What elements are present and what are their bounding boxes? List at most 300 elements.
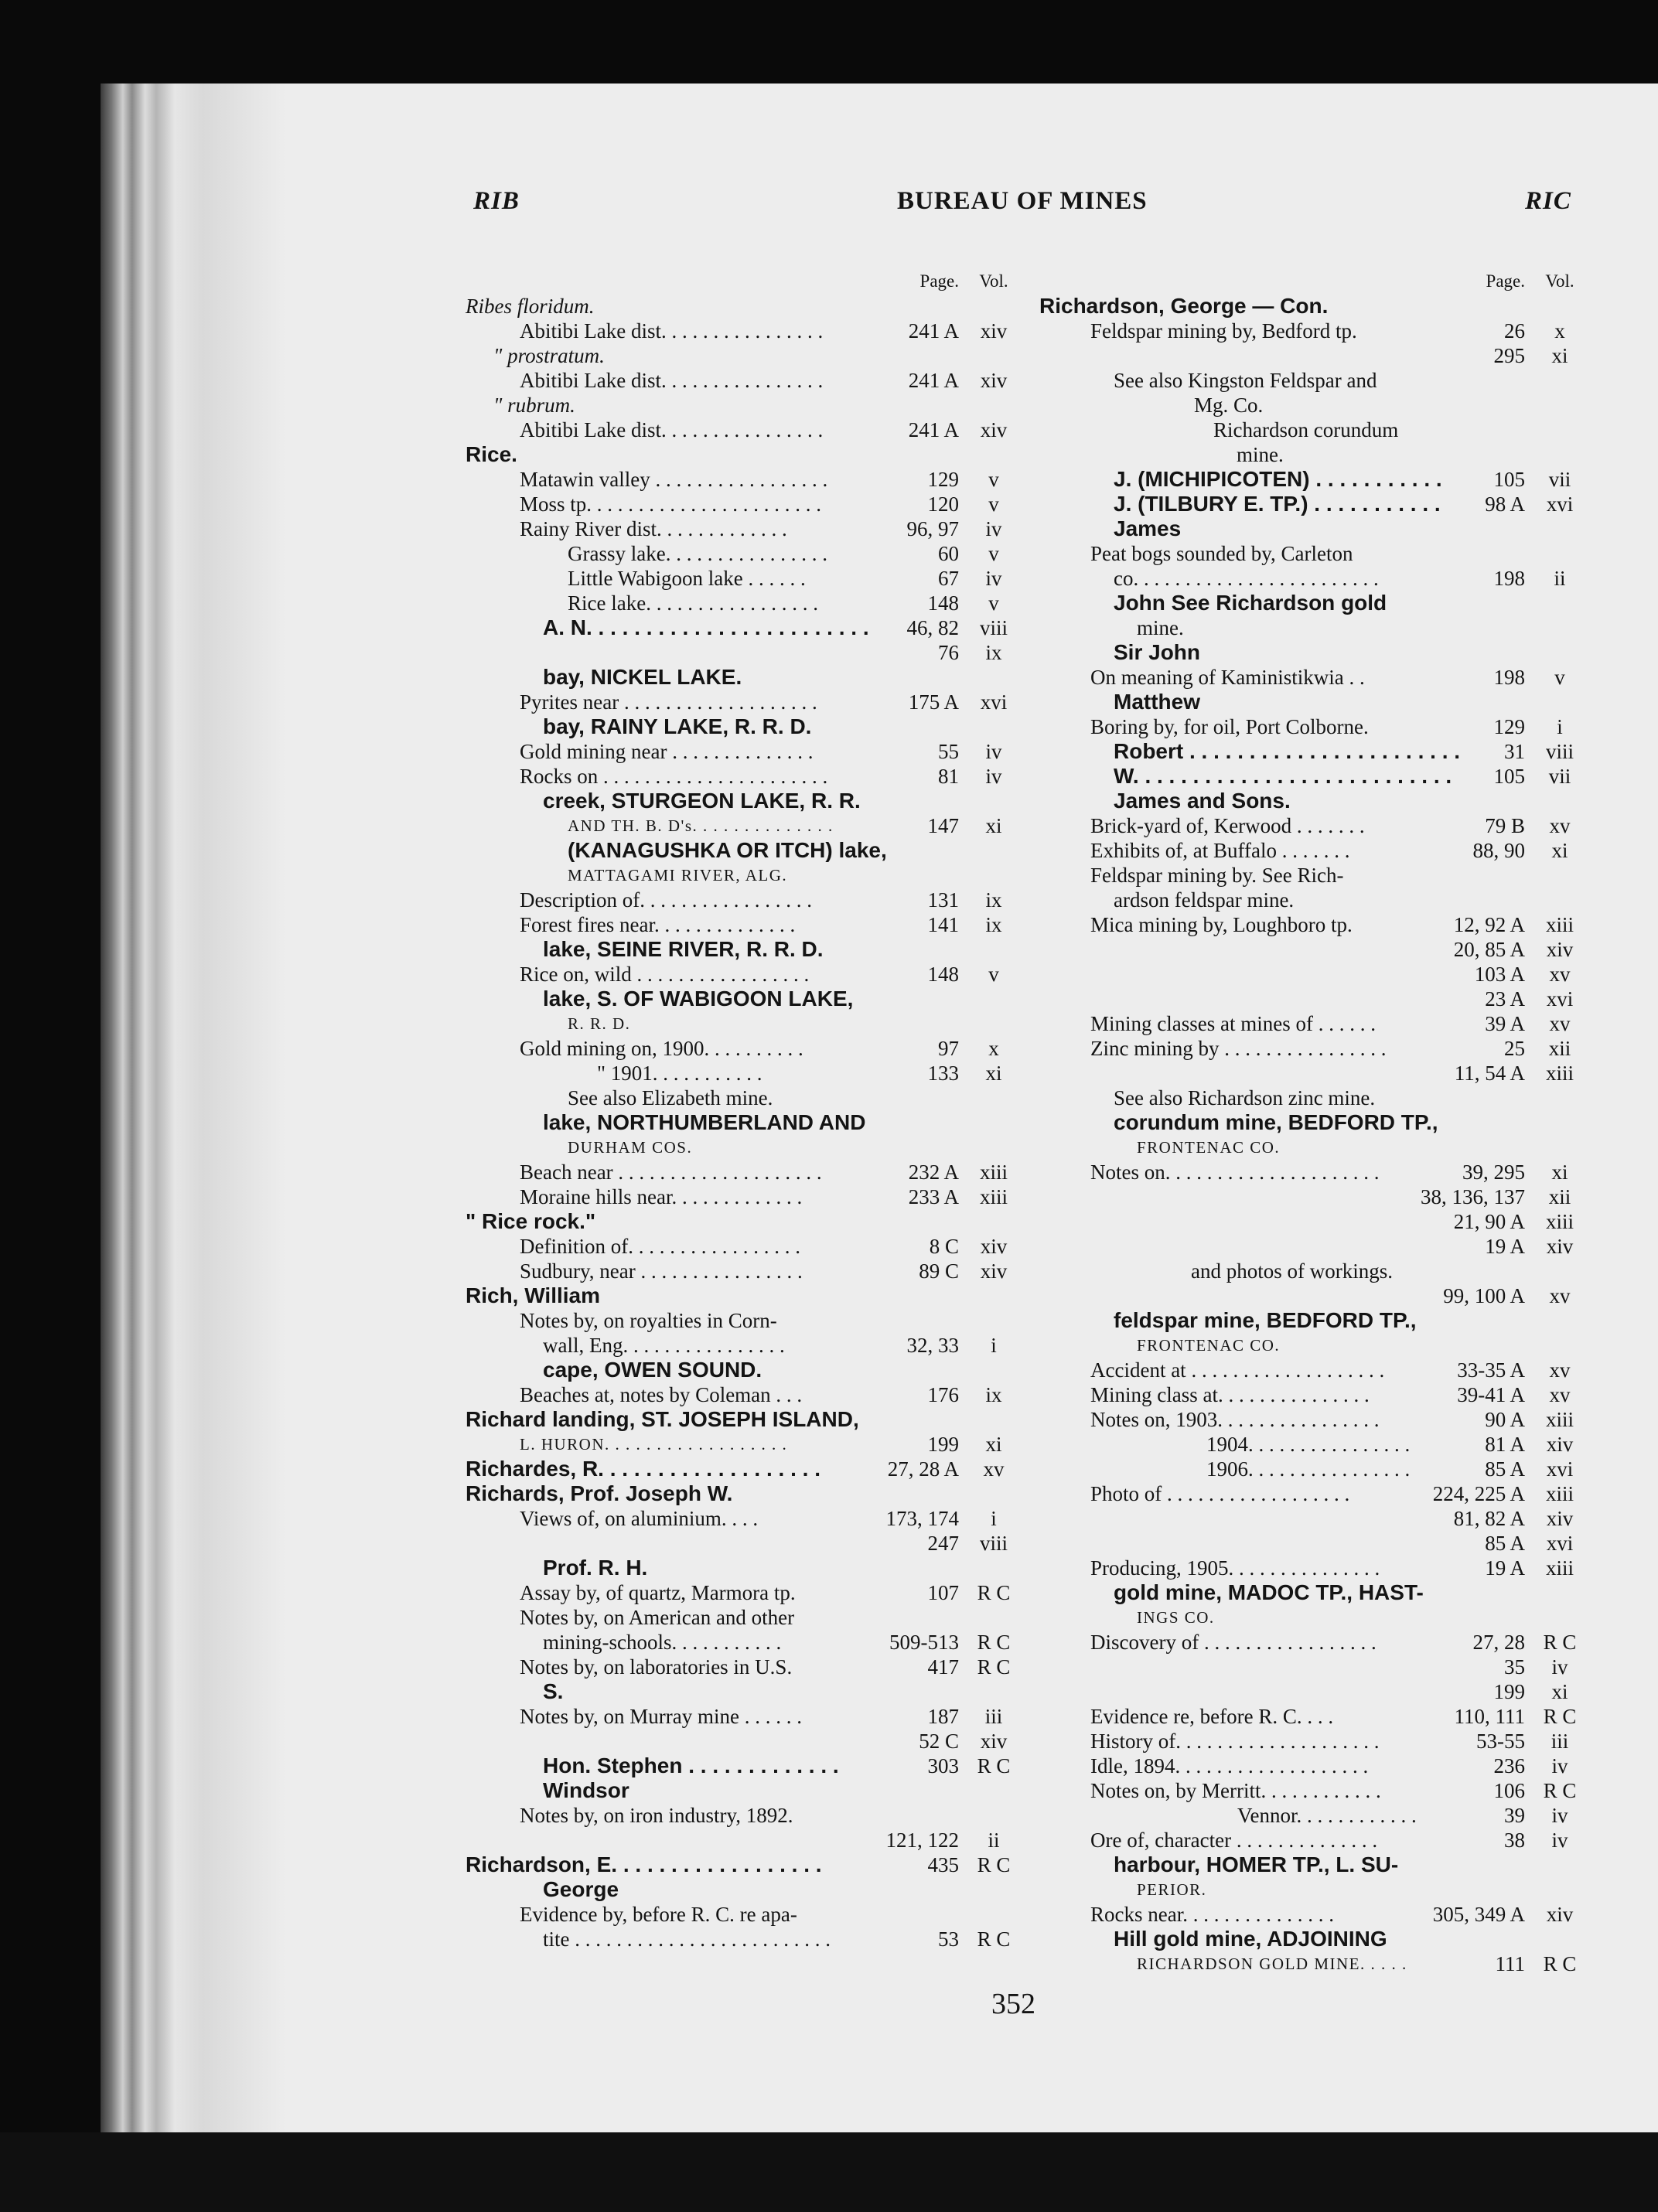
entry-volume: xiii <box>1545 1408 1574 1431</box>
running-head-left: RIB <box>473 187 520 215</box>
entry-text: Rice. <box>466 442 517 466</box>
index-entry <box>1039 1951 1587 1976</box>
entry-page: 224, 225 A <box>1432 1482 1525 1505</box>
index-entry <box>466 1283 1021 1308</box>
entry-text: mining-schools. . . . . . . . . . . <box>543 1631 782 1654</box>
entry-text: Vennor. . . . . . . . . . . . <box>1237 1804 1417 1827</box>
entry-volume: xv <box>1549 1383 1571 1406</box>
entry-volume: i <box>991 1507 997 1530</box>
index-entry <box>466 1234 1021 1259</box>
index-entry <box>466 665 1021 690</box>
index-entry <box>466 492 1021 516</box>
entry-volume: ix <box>985 913 1002 936</box>
entry-volume: iii <box>1551 1730 1569 1753</box>
entry-page: 107 <box>927 1581 959 1604</box>
entry-page: 198 <box>1493 666 1525 689</box>
index-entry <box>466 1729 1021 1754</box>
entry-text: mine. <box>1137 616 1184 639</box>
index-entry <box>1039 1704 1587 1729</box>
entry-text: Matthew <box>1114 690 1200 714</box>
index-entry <box>466 442 1021 467</box>
entry-text: History of. . . . . . . . . . . . . . . . . . . . <box>1090 1730 1380 1753</box>
index-entry <box>1039 418 1587 442</box>
index-entry <box>466 1432 1021 1457</box>
index-entry <box>1039 813 1587 838</box>
entry-text: Notes by, on iron industry, 1892. <box>520 1804 793 1827</box>
index-entry <box>1039 294 1587 319</box>
index-entry <box>1039 1531 1587 1556</box>
entry-page: 85 A <box>1485 1457 1525 1481</box>
entry-page: 39 A <box>1485 1012 1525 1035</box>
entry-page: 233 A <box>908 1185 959 1208</box>
entry-page: 121, 122 <box>885 1829 959 1852</box>
entry-page: 19 A <box>1485 1235 1525 1258</box>
entry-page: 99, 100 A <box>1443 1284 1525 1307</box>
entry-page: 232 A <box>908 1161 959 1184</box>
entry-volume: v <box>1554 666 1565 689</box>
index-entry <box>466 863 1021 888</box>
entry-text: Ore of, character . . . . . . . . . . . . . . <box>1090 1829 1378 1852</box>
entry-text: Robert . . . . . . . . . . . . . . . . . . . . . . . <box>1114 739 1461 763</box>
index-entry <box>466 1457 1021 1481</box>
entry-page: 305, 349 A <box>1432 1903 1525 1926</box>
entry-text: Grassy lake. . . . . . . . . . . . . . . . <box>568 542 827 565</box>
entry-text: Abitibi Lake dist. . . . . . . . . . . . . . . . <box>520 319 824 343</box>
entry-page: 241 A <box>908 319 959 343</box>
index-entry <box>466 1877 1021 1902</box>
entry-text: Moraine hills near. . . . . . . . . . . . . <box>520 1185 803 1208</box>
index-entry <box>466 1036 1021 1061</box>
entry-page: 27, 28 A <box>887 1457 959 1481</box>
entry-volume: xii <box>1548 1185 1571 1208</box>
index-entry <box>1039 1481 1587 1506</box>
index-entry <box>1039 1679 1587 1704</box>
index-entry <box>1039 764 1587 789</box>
entry-page: 247 <box>927 1532 959 1555</box>
index-entry <box>466 714 1021 739</box>
entry-volume: R C <box>1543 1952 1577 1975</box>
entry-volume: xiv <box>1546 1433 1574 1456</box>
index-entry <box>1039 1209 1587 1234</box>
column-header <box>466 269 1021 294</box>
entry-text: See also Elizabeth mine. <box>568 1086 773 1109</box>
entry-page: 175 A <box>908 690 959 714</box>
index-entry <box>466 1011 1021 1036</box>
entry-text: Assay by, of quartz, Marmora tp. <box>520 1581 796 1604</box>
index-entry <box>1039 962 1587 987</box>
entry-text: Moss tp. . . . . . . . . . . . . . . . . . . . . . . <box>520 493 822 516</box>
page-number: 352 <box>991 1988 1035 2020</box>
entry-text: James and Sons. <box>1114 789 1291 813</box>
entry-text: RICHARDSON GOLD MINE. . . . . <box>1137 1955 1407 1973</box>
entry-text: Rich, William <box>466 1283 601 1307</box>
index-entry <box>1039 987 1587 1011</box>
index-entry <box>466 1704 1021 1729</box>
entry-volume: xi <box>985 1433 1002 1456</box>
entry-volume: xiii <box>1545 1482 1574 1505</box>
entry-text: DURHAM COS. <box>568 1138 693 1157</box>
index-entry <box>1039 1902 1587 1927</box>
entry-text: Beach near . . . . . . . . . . . . . . . . . . . . <box>520 1161 822 1184</box>
entry-page: 88, 90 <box>1472 839 1525 862</box>
index-entry <box>1039 1135 1587 1160</box>
entry-text: J. (MICHIPICOTEN) . . . . . . . . . . . <box>1114 467 1442 491</box>
entry-volume: ix <box>985 888 1002 912</box>
entry-volume: xvi <box>1546 493 1574 516</box>
entry-page: 81 A <box>1485 1433 1525 1456</box>
entry-text: corundum mine, BEDFORD TP., <box>1114 1110 1438 1134</box>
entry-page: 509-513 <box>889 1631 959 1654</box>
running-head-right: RIC <box>1525 187 1571 215</box>
entry-page: 120 <box>927 493 959 516</box>
entry-page: 60 <box>938 542 959 565</box>
index-entry <box>466 1580 1021 1605</box>
entry-page: 110, 111 <box>1454 1705 1525 1728</box>
entry-page: 67 <box>938 567 959 590</box>
entry-text: On meaning of Kaministikwia . . <box>1090 666 1365 689</box>
index-entry <box>1039 1877 1587 1902</box>
entry-text: Rice lake. . . . . . . . . . . . . . . . . <box>568 591 818 615</box>
entry-text: Rocks near. . . . . . . . . . . . . . . <box>1090 1903 1334 1926</box>
index-entry <box>466 1679 1021 1704</box>
entry-page: 90 A <box>1485 1408 1525 1431</box>
entry-page: 35 <box>1504 1655 1525 1679</box>
entry-text: Evidence re, before R. C. . . . <box>1090 1705 1334 1728</box>
entry-page: 11, 54 A <box>1454 1062 1525 1085</box>
index-entry <box>466 888 1021 912</box>
column-header <box>1039 269 1587 294</box>
entry-volume: xiii <box>1545 1210 1574 1233</box>
index-entry <box>466 1902 1021 1927</box>
entry-page: 33-35 A <box>1457 1358 1525 1382</box>
entry-text: " Rice rock." <box>466 1209 596 1233</box>
index-entry <box>466 1778 1021 1803</box>
entry-text: Notes on, 1903. . . . . . . . . . . . . . . . <box>1090 1408 1380 1431</box>
entry-text: lake, NORTHUMBERLAND AND <box>543 1110 866 1134</box>
entry-text: ardson feldspar mine. <box>1114 888 1295 912</box>
index-entry <box>466 1358 1021 1382</box>
entry-text: Gold mining on, 1900. . . . . . . . . . <box>520 1037 803 1060</box>
entry-page: 103 A <box>1474 963 1525 986</box>
entry-text: Mining classes at mines of . . . . . . <box>1090 1012 1376 1035</box>
entry-text: Feldspar mining by, Bedford tp. <box>1090 319 1357 343</box>
entry-page: 55 <box>938 740 959 763</box>
index-entry <box>1039 1778 1587 1803</box>
entry-volume: ix <box>985 641 1002 664</box>
index-entry <box>1039 393 1587 418</box>
entry-text: Abitibi Lake dist. . . . . . . . . . . . . . . . <box>520 369 824 392</box>
index-entry <box>466 1927 1021 1951</box>
entry-page: 241 A <box>908 418 959 441</box>
entry-text: Matawin valley . . . . . . . . . . . . . . . . . <box>520 468 828 491</box>
entry-volume: xiii <box>1545 1556 1574 1580</box>
entry-text: Description of. . . . . . . . . . . . . . . . . <box>520 888 812 912</box>
index-entry <box>1039 566 1587 591</box>
index-entry <box>1039 888 1587 912</box>
entry-volume: xv <box>1549 1012 1571 1035</box>
entry-page: 98 A <box>1485 493 1525 516</box>
entry-volume: v <box>988 963 999 986</box>
entry-volume: xiv <box>1546 1903 1574 1926</box>
entry-volume: x <box>988 1037 999 1060</box>
index-entry <box>466 1061 1021 1086</box>
entry-page: 435 <box>927 1853 959 1876</box>
entry-page: 79 B <box>1485 814 1525 837</box>
entry-page: 148 <box>927 591 959 615</box>
entry-text: Richardson, E. . . . . . . . . . . . . . . . . . <box>466 1852 822 1876</box>
entry-volume: xiv <box>980 319 1008 343</box>
index-entry <box>1039 1605 1587 1630</box>
entry-page: 133 <box>927 1062 959 1085</box>
entry-text: Abitibi Lake dist. . . . . . . . . . . . . . . . <box>520 418 824 441</box>
index-entry <box>1039 838 1587 863</box>
index-entry <box>1039 1556 1587 1580</box>
entry-text: John See Richardson gold <box>1114 591 1387 615</box>
running-head-title: BUREAU OF MINES <box>897 187 1148 215</box>
entry-text: Ribes floridum. <box>466 295 595 318</box>
index-entry <box>466 838 1021 863</box>
index-entry <box>1039 1382 1587 1407</box>
index-entry <box>1039 690 1587 714</box>
entry-text: R. R. D. <box>568 1014 631 1033</box>
entry-volume: v <box>988 493 999 516</box>
index-entry <box>1039 1803 1587 1828</box>
index-entry <box>1039 665 1587 690</box>
index-entry <box>466 764 1021 789</box>
entry-text: See also Richardson zinc mine. <box>1114 1086 1376 1109</box>
entry-page: 198 <box>1493 567 1525 590</box>
entry-volume: xiii <box>1545 913 1574 936</box>
index-entry <box>1039 1630 1587 1655</box>
entry-text: FRONTENAC CO. <box>1137 1138 1281 1157</box>
entry-page: 97 <box>938 1037 959 1060</box>
entry-page: 236 <box>1493 1754 1525 1777</box>
entry-text: Hon. Stephen . . . . . . . . . . . . . <box>543 1754 839 1777</box>
entry-page: 53-55 <box>1476 1730 1525 1753</box>
index-entry <box>1039 615 1587 640</box>
entry-volume: xiii <box>979 1185 1008 1208</box>
entry-text: Rice on, wild . . . . . . . . . . . . . . . . . <box>520 963 810 986</box>
index-entry <box>1039 1011 1587 1036</box>
entry-text: Notes by, on laboratories in U.S. <box>520 1655 793 1679</box>
entry-page: 12, 92 A <box>1453 913 1525 936</box>
entry-text: James <box>1114 516 1182 540</box>
entry-volume: viii <box>979 616 1008 639</box>
entry-text: Views of, on aluminium. . . . <box>520 1507 759 1530</box>
index-entry <box>466 1506 1021 1531</box>
index-entry <box>466 813 1021 838</box>
index-entry <box>1039 442 1587 467</box>
index-entry <box>466 987 1021 1011</box>
entry-text: harbour, HOMER TP., L. SU- <box>1114 1852 1399 1876</box>
entry-volume: xvi <box>1546 987 1574 1011</box>
entry-text: Beaches at, notes by Coleman . . . <box>520 1383 803 1406</box>
index-entry <box>1039 1407 1587 1432</box>
entry-text: Mg. Co. <box>1194 394 1264 417</box>
entry-volume: xiv <box>980 1235 1008 1258</box>
index-entry <box>1039 1655 1587 1679</box>
index-entry <box>1039 1852 1587 1877</box>
entry-volume: xv <box>1549 814 1571 837</box>
entry-page: 111 <box>1495 1952 1525 1975</box>
entry-text: Feldspar mining by. See Rich- <box>1090 864 1344 887</box>
entry-volume: viii <box>979 1532 1008 1555</box>
index-entry <box>466 962 1021 987</box>
entry-text: Pyrites near . . . . . . . . . . . . . . . . . . . <box>520 690 817 714</box>
index-entry <box>1039 937 1587 962</box>
entry-volume: iv <box>985 765 1002 788</box>
entry-text: Accident at . . . . . . . . . . . . . . . . . . . <box>1090 1358 1385 1382</box>
entry-text: Gold mining near . . . . . . . . . . . . . . <box>520 740 814 763</box>
index-entry <box>1039 1086 1587 1110</box>
entry-volume: i <box>991 1334 997 1357</box>
entry-text: Mining class at. . . . . . . . . . . . . . . <box>1090 1383 1370 1406</box>
index-entry <box>1039 863 1587 888</box>
entry-text: Richardson, George — Con. <box>1039 294 1329 318</box>
entry-volume: ix <box>985 1383 1002 1406</box>
entry-text: J. (TILBURY E. TP.) . . . . . . . . . . . <box>1114 492 1441 516</box>
entry-volume: xi <box>985 814 1002 837</box>
entry-volume: v <box>988 468 999 491</box>
entry-page: 53 <box>938 1927 959 1951</box>
entry-page: 39, 295 <box>1462 1161 1525 1184</box>
entry-text: MATTAGAMI RIVER, ALG. <box>568 866 788 884</box>
entry-text: 1904. . . . . . . . . . . . . . . . <box>1206 1433 1411 1456</box>
entry-text: Idle, 1894. . . . . . . . . . . . . . . . . . . <box>1090 1754 1369 1777</box>
entry-text: Brick-yard of, Kerwood . . . . . . . <box>1090 814 1365 837</box>
entry-text: See also Kingston Feldspar and <box>1114 369 1377 392</box>
index-entry <box>1039 1160 1587 1184</box>
index-entry <box>1039 343 1587 368</box>
index-entry <box>466 912 1021 937</box>
index-entry <box>466 343 1021 368</box>
entry-text: Sir John <box>1114 640 1201 664</box>
entry-page: 89 C <box>919 1259 959 1283</box>
entry-text: wall, Eng. . . . . . . . . . . . . . . . <box>543 1334 785 1357</box>
index-entry <box>466 1259 1021 1283</box>
entry-text: Producing, 1905. . . . . . . . . . . . . . . <box>1090 1556 1380 1580</box>
entry-volume: xv <box>1549 1284 1571 1307</box>
entry-volume: xii <box>1548 1037 1571 1060</box>
index-entry <box>466 615 1021 640</box>
index-entry <box>1039 492 1587 516</box>
entry-page: 26 <box>1504 319 1525 343</box>
entry-text: lake, S. OF WABIGOON LAKE, <box>543 987 854 1011</box>
entry-volume: R C <box>977 1581 1011 1604</box>
entry-text: mine. <box>1237 443 1284 466</box>
entry-volume: iv <box>1551 1754 1568 1777</box>
entry-volume: iv <box>1551 1655 1568 1679</box>
index-entry <box>1039 591 1587 615</box>
entry-text: PERIOR. <box>1137 1880 1207 1899</box>
entry-text: Notes by, on royalties in Corn- <box>520 1309 777 1332</box>
entry-text: " 1901. . . . . . . . . . . <box>597 1062 762 1085</box>
entry-text: Notes on, by Merritt. . . . . . . . . . . . <box>1090 1779 1381 1802</box>
vol-column-label: Vol. <box>1545 271 1574 291</box>
index-entry <box>1039 1283 1587 1308</box>
entry-text: Richards, Prof. Joseph W. <box>466 1481 733 1505</box>
index-entry <box>466 1086 1021 1110</box>
entry-volume: xiv <box>980 369 1008 392</box>
index-entry <box>1039 1580 1587 1605</box>
index-entry <box>466 591 1021 615</box>
index-entry <box>1039 1729 1587 1754</box>
entry-volume: R C <box>977 1631 1011 1654</box>
entry-volume: viii <box>1545 740 1574 763</box>
entry-page: 38 <box>1504 1829 1525 1852</box>
entry-text: co. . . . . . . . . . . . . . . . . . . . . . . . <box>1114 567 1379 590</box>
entry-volume: xiv <box>980 1730 1008 1753</box>
entry-text: Discovery of . . . . . . . . . . . . . . . . . <box>1090 1631 1377 1654</box>
entry-text: INGS CO. <box>1137 1608 1215 1627</box>
index-entry <box>1039 1184 1587 1209</box>
index-entry <box>1039 640 1587 665</box>
entry-text: Exhibits of, at Buffalo . . . . . . . <box>1090 839 1350 862</box>
entry-page: 147 <box>927 814 959 837</box>
index-entry <box>466 1135 1021 1160</box>
entry-text: feldspar mine, BEDFORD TP., <box>1114 1308 1417 1332</box>
index-entry <box>466 566 1021 591</box>
index-entry <box>1039 319 1587 343</box>
entry-page: 32, 33 <box>906 1334 959 1357</box>
entry-text: " prostratum. <box>493 344 605 367</box>
entry-page: 38, 136, 137 <box>1421 1185 1525 1208</box>
entry-page: 199 <box>1493 1680 1525 1703</box>
entry-text: Little Wabigoon lake . . . . . . <box>568 567 806 590</box>
entry-page: 417 <box>927 1655 959 1679</box>
index-entry <box>1039 739 1587 764</box>
entry-volume: iv <box>985 567 1002 590</box>
entry-text: Definition of. . . . . . . . . . . . . . . . . <box>520 1235 800 1258</box>
entry-volume: iii <box>984 1705 1003 1728</box>
index-entry <box>466 1828 1021 1852</box>
entry-page: 21, 90 A <box>1453 1210 1525 1233</box>
entry-volume: xv <box>983 1457 1005 1481</box>
entry-volume: v <box>988 542 999 565</box>
entry-text: Hill gold mine, ADJOINING <box>1114 1927 1387 1951</box>
index-entry <box>466 393 1021 418</box>
entry-page: 81, 82 A <box>1453 1507 1525 1530</box>
entry-volume: R C <box>977 1927 1011 1951</box>
entry-page: 46, 82 <box>906 616 959 639</box>
entry-volume: x <box>1554 319 1565 343</box>
entry-volume: xi <box>985 1062 1002 1085</box>
index-entry <box>466 1110 1021 1135</box>
entry-text: Forest fires near. . . . . . . . . . . . . . <box>520 913 796 936</box>
entry-text: AND TH. B. D's. . . . . . . . . . . . . . <box>568 816 834 835</box>
index-entry <box>1039 1110 1587 1135</box>
entry-page: 176 <box>927 1383 959 1406</box>
entry-page: 141 <box>927 913 959 936</box>
index-entry <box>466 368 1021 393</box>
entry-volume: xiv <box>1546 1235 1574 1258</box>
index-entry <box>466 789 1021 813</box>
index-entry <box>466 516 1021 541</box>
index-entry <box>466 1382 1021 1407</box>
entry-volume: iv <box>1551 1829 1568 1852</box>
index-entry <box>1039 1333 1587 1358</box>
entry-volume: R C <box>1543 1779 1577 1802</box>
entry-page: 129 <box>1493 715 1525 738</box>
entry-text: Windsor <box>543 1778 629 1802</box>
entry-text: W. . . . . . . . . . . . . . . . . . . . . . . . . . . <box>1114 764 1452 788</box>
entry-volume: xi <box>1551 839 1568 862</box>
entry-page: 187 <box>927 1705 959 1728</box>
entry-text: Mica mining by, Loughboro tp. <box>1090 913 1353 936</box>
index-column-left <box>466 269 1021 1951</box>
entry-volume: vii <box>1548 765 1571 788</box>
entry-text: Richardes, R. . . . . . . . . . . . . . . . . . . <box>466 1457 821 1481</box>
